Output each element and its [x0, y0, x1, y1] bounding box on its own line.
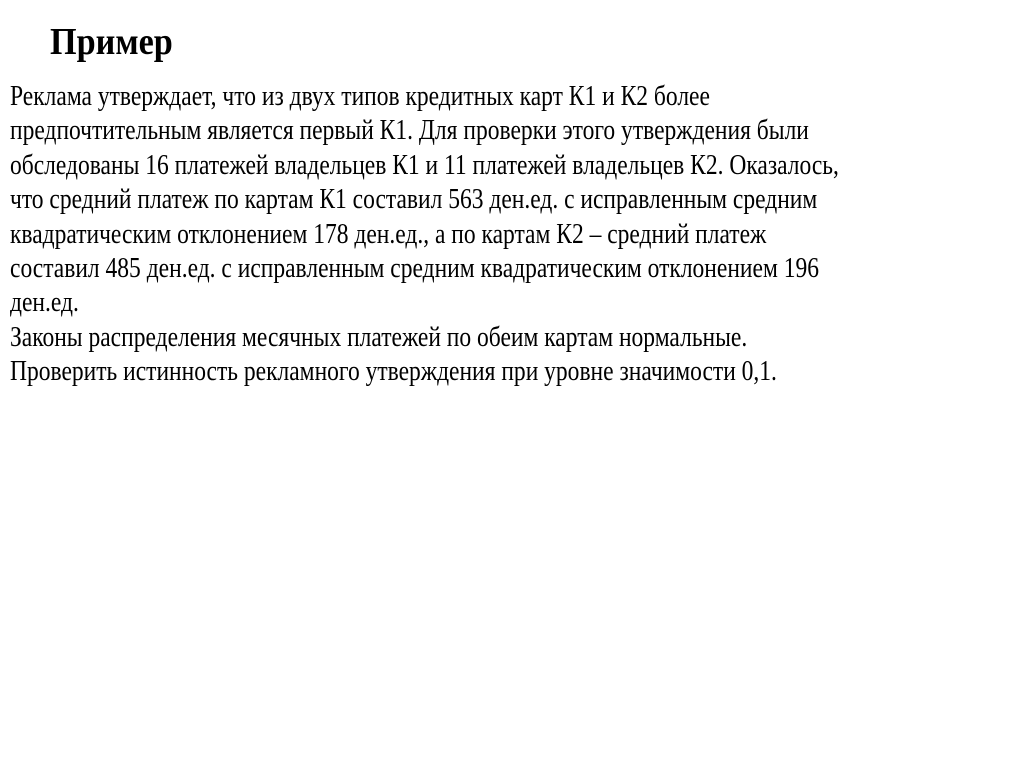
text-line: что средний платеж по картам К1 составил 563 ден.ед. с исправленным средним [10, 184, 818, 216]
text-line: составил 485 ден.ед. с исправленным средним квадратическим отклонением 196 [10, 252, 819, 284]
text-line: Законы распределения месячных платежей по обеим картам нормальные. [10, 321, 748, 353]
text-line: Проверить истинность рекламного утверждения при уровне значимости 0,1. [10, 356, 777, 388]
text-line: Реклама утверждает, что из двух типов кредитных карт К1 и К2 более [10, 81, 710, 112]
slide-title: Пример [50, 21, 173, 63]
text-line: квадратическим отклонением 178 ден.ед., а по картам К2 – средний платеж [10, 218, 767, 250]
text-line: обследованы 16 платежей владельцев К1 и 11 платежей владельцев К2. Оказалось, [10, 149, 839, 181]
text-line: предпочтительным является первый К1. Для проверки этого утверждения были [10, 115, 809, 147]
text-line: ден.ед. [10, 287, 79, 319]
slide-body-text [10, 80, 997, 390]
